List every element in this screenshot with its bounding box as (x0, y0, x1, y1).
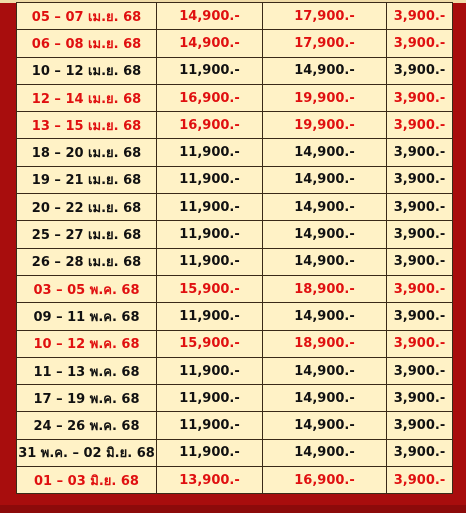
price-cell: 18,900.- (263, 275, 387, 302)
price-cell: 3,900.- (387, 57, 453, 84)
table-row (17, 221, 453, 248)
date-cell: 05 – 07 เม.ย. 68 (17, 3, 157, 30)
price-cell: 3,900.- (387, 357, 453, 384)
table-row (17, 385, 453, 412)
price-cell: 14,900.- (263, 194, 387, 221)
price-cell: 3,900.- (387, 385, 453, 412)
price-cell: 14,900.- (263, 57, 387, 84)
date-cell: 10 – 12 เม.ย. 68 (17, 57, 157, 84)
price-cell: 18,900.- (263, 330, 387, 357)
price-cell: 14,900.- (263, 439, 387, 466)
price-table (16, 2, 453, 494)
price-cell: 3,900.- (387, 330, 453, 357)
price-cell: 17,900.- (263, 30, 387, 57)
price-cell: 14,900.- (263, 412, 387, 439)
price-cell: 19,900.- (263, 84, 387, 111)
table-row (17, 84, 453, 111)
price-table-container (16, 2, 452, 494)
price-cell: 3,900.- (387, 3, 453, 30)
price-cell: 3,900.- (387, 467, 453, 494)
date-cell: 17 – 19 พ.ค. 68 (17, 385, 157, 412)
price-cell: 3,900.- (387, 139, 453, 166)
table-row (17, 467, 453, 494)
price-cell: 3,900.- (387, 84, 453, 111)
price-cell: 3,900.- (387, 248, 453, 275)
price-cell: 14,900.- (263, 357, 387, 384)
table-row (17, 3, 453, 30)
date-cell: 09 – 11 พ.ค. 68 (17, 303, 157, 330)
price-cell: 13,900.- (157, 467, 263, 494)
price-cell: 3,900.- (387, 112, 453, 139)
price-cell: 3,900.- (387, 194, 453, 221)
price-cell: 11,900.- (157, 385, 263, 412)
date-cell: 26 – 28 เม.ย. 68 (17, 248, 157, 275)
price-cell: 3,900.- (387, 30, 453, 57)
price-cell: 15,900.- (157, 330, 263, 357)
price-cell: 19,900.- (263, 112, 387, 139)
price-cell: 11,900.- (157, 357, 263, 384)
table-row (17, 30, 453, 57)
price-cell: 14,900.- (263, 385, 387, 412)
table-row (17, 303, 453, 330)
bottom-bar (0, 505, 466, 513)
price-cell: 14,900.- (263, 248, 387, 275)
price-cell: 15,900.- (157, 275, 263, 302)
date-cell: 19 – 21 เม.ย. 68 (17, 166, 157, 193)
price-cell: 3,900.- (387, 221, 453, 248)
date-cell: 06 – 08 เม.ย. 68 (17, 30, 157, 57)
price-table-body (17, 3, 453, 494)
date-cell: 10 – 12 พ.ค. 68 (17, 330, 157, 357)
date-cell: 31 พ.ค. – 02 มิ.ย. 68 (17, 439, 157, 466)
price-cell: 11,900.- (157, 412, 263, 439)
price-cell: 14,900.- (263, 303, 387, 330)
price-cell: 11,900.- (157, 194, 263, 221)
price-cell: 16,900.- (157, 112, 263, 139)
price-cell: 11,900.- (157, 439, 263, 466)
price-cell: 3,900.- (387, 275, 453, 302)
price-cell: 14,900.- (263, 139, 387, 166)
table-row (17, 57, 453, 84)
price-cell: 3,900.- (387, 412, 453, 439)
table-row (17, 194, 453, 221)
price-cell: 16,900.- (263, 467, 387, 494)
date-cell: 18 – 20 เม.ย. 68 (17, 139, 157, 166)
price-cell: 11,900.- (157, 57, 263, 84)
date-cell: 03 – 05 พ.ค. 68 (17, 275, 157, 302)
table-row (17, 139, 453, 166)
table-row (17, 166, 453, 193)
date-cell: 11 – 13 พ.ค. 68 (17, 357, 157, 384)
date-cell: 01 – 03 มิ.ย. 68 (17, 467, 157, 494)
price-cell: 14,900.- (263, 166, 387, 193)
date-cell: 13 – 15 เม.ย. 68 (17, 112, 157, 139)
table-row (17, 275, 453, 302)
table-row (17, 248, 453, 275)
date-cell: 12 – 14 เม.ย. 68 (17, 84, 157, 111)
price-cell: 11,900.- (157, 139, 263, 166)
price-cell: 14,900.- (157, 3, 263, 30)
price-cell: 11,900.- (157, 221, 263, 248)
table-row (17, 357, 453, 384)
table-row (17, 412, 453, 439)
table-row (17, 112, 453, 139)
price-cell: 17,900.- (263, 3, 387, 30)
date-cell: 20 – 22 เม.ย. 68 (17, 194, 157, 221)
price-cell: 16,900.- (157, 84, 263, 111)
price-cell: 3,900.- (387, 166, 453, 193)
price-cell: 3,900.- (387, 439, 453, 466)
price-cell: 11,900.- (157, 248, 263, 275)
table-row (17, 330, 453, 357)
price-cell: 3,900.- (387, 303, 453, 330)
table-row (17, 439, 453, 466)
price-cell: 11,900.- (157, 166, 263, 193)
price-cell: 11,900.- (157, 303, 263, 330)
price-cell: 14,900.- (263, 221, 387, 248)
price-cell: 14,900.- (157, 30, 263, 57)
date-cell: 25 – 27 เม.ย. 68 (17, 221, 157, 248)
date-cell: 24 – 26 พ.ค. 68 (17, 412, 157, 439)
